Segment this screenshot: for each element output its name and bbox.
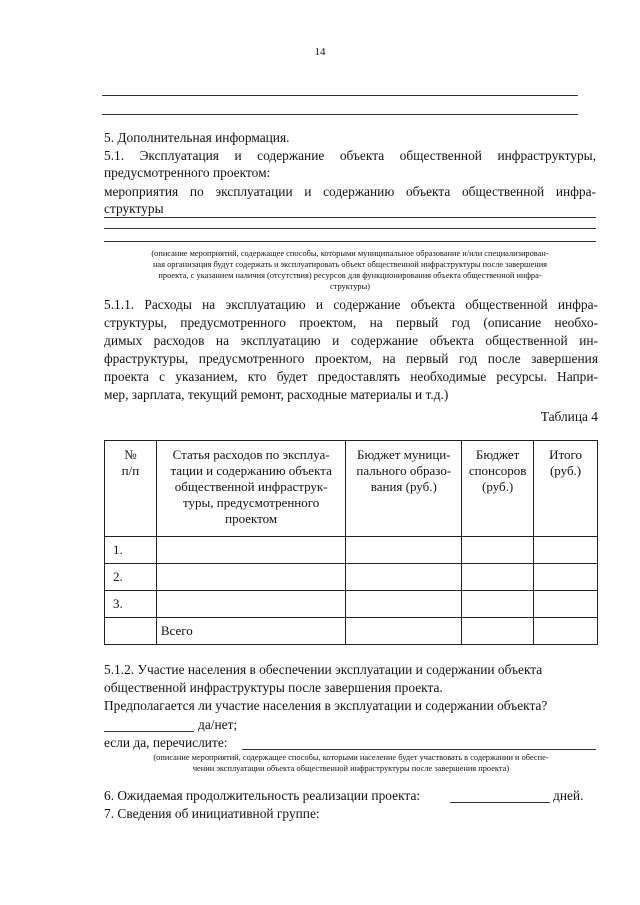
sponsors-cell[interactable] — [462, 537, 534, 564]
section-5-1-2-note — [104, 752, 598, 774]
header-label: № п/п — [121, 447, 140, 478]
paragraph-line: 5.1.1. Расходы на эксплуатацию и содержание объекта общественной инфра- — [104, 297, 598, 312]
section-5-1-value: структуры — [104, 201, 164, 216]
section-5-1-title: 5.1. Эксплуатация и содержание объекта общественной инфраструктуры, — [104, 148, 596, 163]
table-row — [105, 537, 598, 564]
paragraph-line: Предполагается ли участие населения в эксплуатации и содержании объекта? — [104, 698, 548, 713]
section-6-label: 6. Ожидаемая продолжительность реализации проекта: — [104, 788, 421, 803]
total-cell[interactable] — [534, 591, 598, 618]
note-line: (описание мероприятий, содержащее способы, которыми население будет участвовать в содержании и обеспе- — [153, 753, 549, 762]
header-label: Бюджет спонсоров (руб.) — [468, 447, 527, 494]
header-label: Бюджет муници- пального образо- вания (руб.) — [356, 447, 452, 494]
duration-unit: дней. — [553, 788, 584, 803]
total-cell[interactable] — [534, 618, 598, 645]
note-line: проекта, с указанием наличия (отсутствия) ресурсов для функционирования объекта общественной инфра- — [158, 271, 542, 280]
blank-line — [104, 241, 596, 242]
total-cell[interactable] — [534, 564, 598, 591]
note-line: ная организация будут содержать и эксплуатировать объект общественной инфраструктуры после завершения — [152, 260, 548, 269]
sponsors-cell[interactable] — [462, 618, 534, 645]
note-line: чении эксплуатации объекта общественной инфраструктуры после завершения проекта) — [192, 764, 510, 773]
item-cell[interactable] — [156, 591, 346, 618]
list-field[interactable] — [242, 749, 596, 750]
header-number — [105, 441, 157, 537]
note-line: структуры) — [329, 282, 371, 291]
paragraph-line: мер, зарплата, текущий ремонт, расходные материалы и т.д.) — [104, 387, 449, 402]
sponsors-cell[interactable] — [462, 564, 534, 591]
section-7-label: 7. Сведения об инициативной группе: — [104, 806, 320, 821]
blank-line — [104, 217, 596, 218]
table-row — [105, 564, 598, 591]
municipal-cell[interactable] — [346, 618, 462, 645]
total-cell[interactable] — [534, 537, 598, 564]
duration-field[interactable] — [450, 802, 550, 803]
section-5-1-title: предусмотренного проектом: — [104, 165, 271, 180]
blank-line — [102, 95, 578, 96]
total-label: Всего — [156, 618, 346, 645]
table-caption: Таблица 4 — [540, 409, 598, 424]
yes-no-field[interactable] — [104, 731, 194, 732]
municipal-cell[interactable] — [346, 564, 462, 591]
section-5-1-2-text — [104, 661, 598, 715]
section-5-1-1-text — [104, 296, 598, 404]
expenses-table — [104, 440, 598, 645]
page-number: 14 — [314, 46, 326, 58]
municipal-cell[interactable] — [346, 591, 462, 618]
sponsors-cell[interactable] — [462, 591, 534, 618]
paragraph-line: структуры, предусмотренного проектом, на первый год (описание необхо- — [104, 315, 598, 330]
paragraph-line: димых расходов на эксплуатацию и содержание объекта общественной ин- — [104, 333, 598, 348]
paragraph-line: проекта с указанием, кто будет предоставлять необходимые ресурсы. Напри- — [104, 369, 598, 384]
header-municipal — [346, 441, 462, 537]
paragraph-line: 5.1.2. Участие населения в обеспечении эксплуатации и содержании объекта — [104, 662, 543, 677]
header-total — [534, 441, 598, 537]
item-cell[interactable] — [156, 564, 346, 591]
header-label: Итого (руб.) — [549, 447, 582, 478]
header-label: Статья расходов по эксплуа- тации и содержанию объекта общественной инфраструк- туры, предусмотренного проектом — [170, 447, 332, 526]
header-item — [156, 441, 346, 537]
row-number: 1. — [105, 537, 157, 564]
municipal-cell[interactable] — [346, 537, 462, 564]
row-number — [105, 618, 157, 645]
yes-no-label: да/нет; — [198, 717, 238, 732]
table-header-row — [105, 441, 598, 537]
blank-line — [104, 228, 596, 229]
row-number: 2. — [105, 564, 157, 591]
paragraph-line: фраструктуры, предусмотренного проектом, на первый год после завершения — [104, 351, 598, 366]
note-line: (описание мероприятий, содержащее способы, которыми муниципальное образование и/или специализирован- — [151, 249, 549, 258]
blank-line — [102, 114, 578, 115]
table-total-row — [105, 618, 598, 645]
item-cell[interactable] — [156, 537, 346, 564]
section-5-1-note — [104, 248, 596, 292]
paragraph-line: общественной инфраструктуры после завершения проекта. — [104, 680, 443, 695]
row-number: 3. — [105, 591, 157, 618]
section-5-1-value: мероприятия по эксплуатации и содержанию объекта общественной инфра- — [104, 184, 596, 199]
list-label: если да, перечислите: — [104, 735, 228, 750]
header-sponsors — [462, 441, 534, 537]
section-5-heading: 5. Дополнительная информация. — [104, 130, 290, 145]
table-row — [105, 591, 598, 618]
